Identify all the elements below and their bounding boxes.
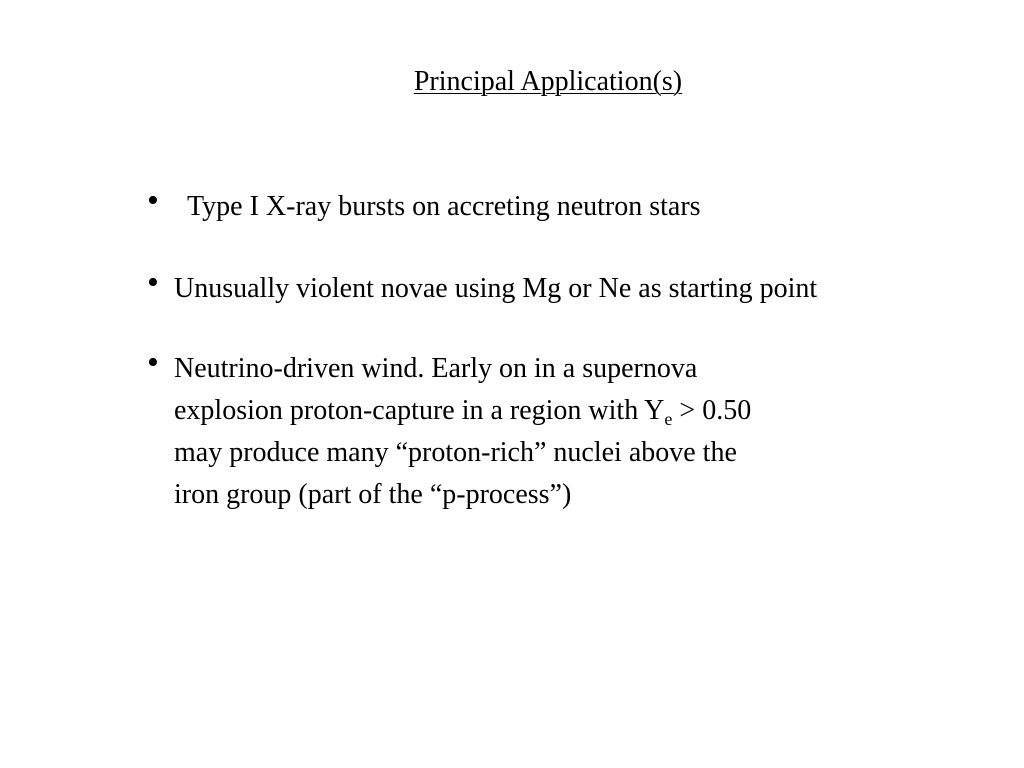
bullet-line-2: [174, 390, 894, 432]
bullet-text-block: [174, 348, 894, 516]
bullet-line-3: may produce many “proton-rich” nuclei above the: [174, 437, 737, 468]
slide-title: Principal Application(s): [413, 66, 683, 97]
bullet-line-1: Neutrino-driven wind. Early on in a supernova: [174, 353, 698, 384]
bullet-marker: •: [147, 344, 159, 381]
subscript-e: e: [664, 409, 673, 429]
line-2-start: explosion proton-capture in a region with Y: [174, 395, 665, 426]
bullet-line-4: iron group (part of the “p-process”): [174, 479, 572, 510]
bullet-text: Unusually violent novae using Mg or Ne as starting point: [174, 273, 818, 304]
bullet-marker: •: [147, 264, 159, 301]
line-2-end: > 0.50: [672, 395, 752, 426]
bullet-text: Type I X-ray bursts on accreting neutron stars: [187, 191, 701, 222]
bullet-marker: •: [147, 182, 159, 219]
